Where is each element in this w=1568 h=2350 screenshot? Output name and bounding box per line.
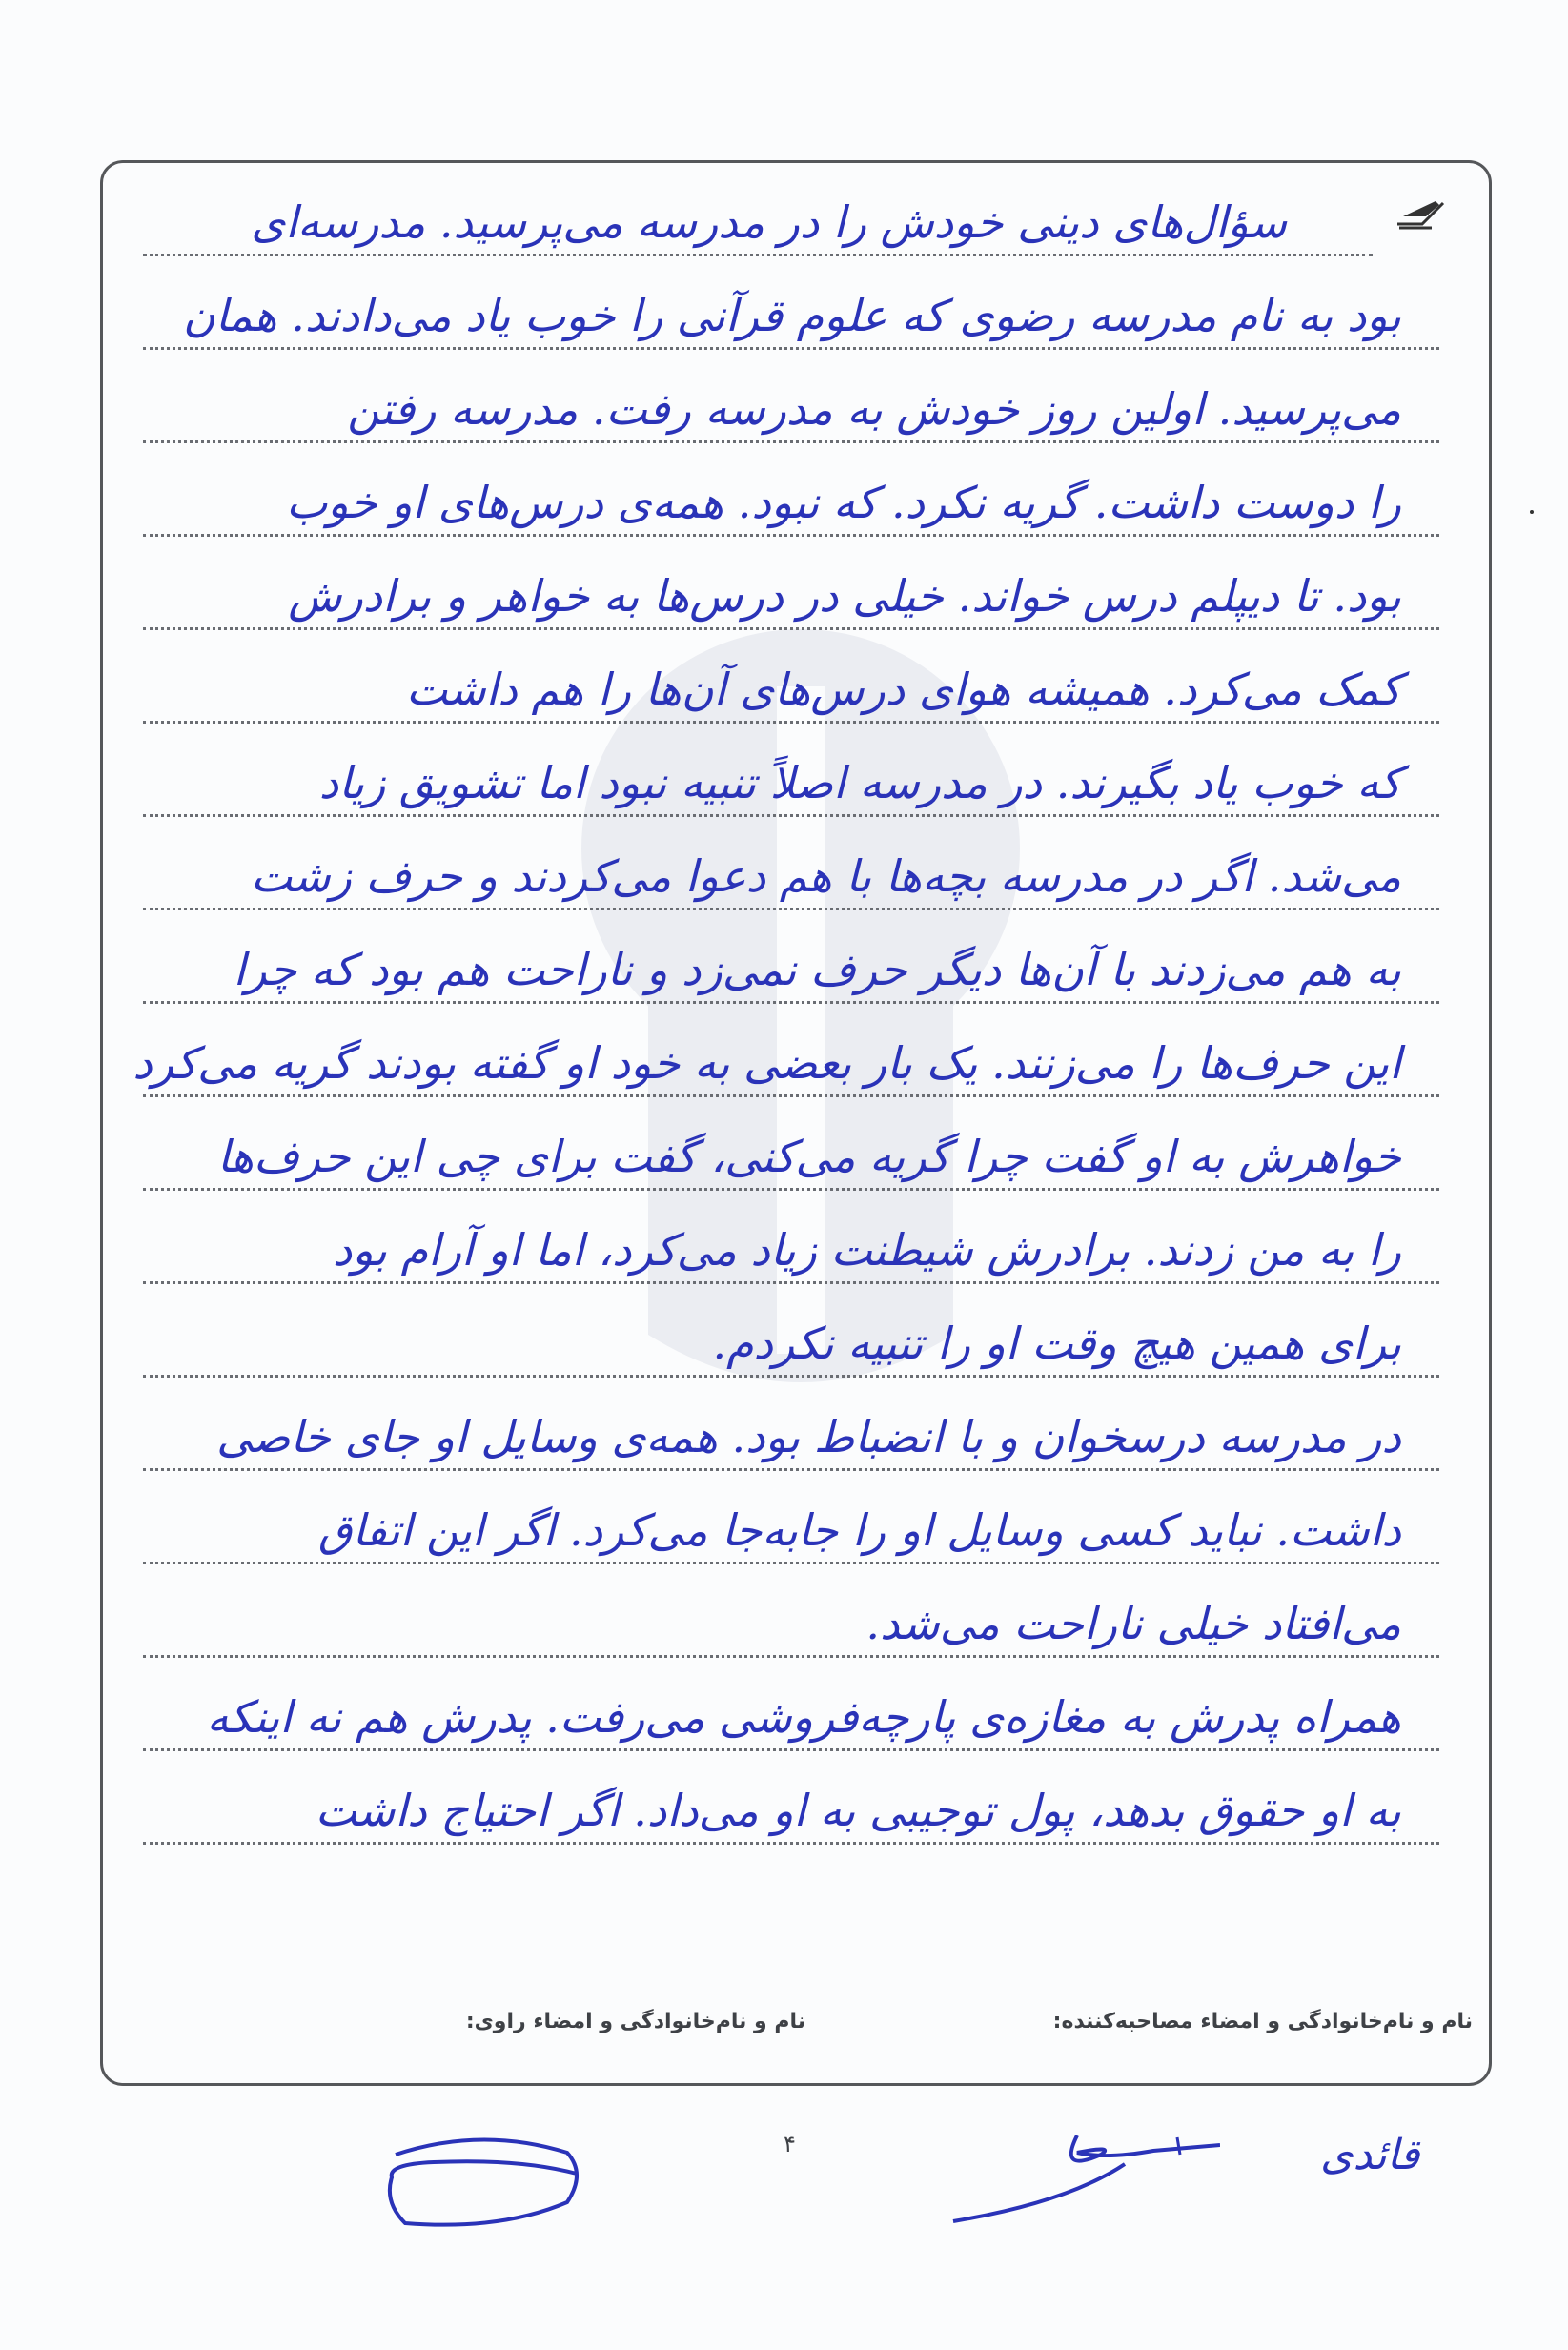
handwritten-line: کمک می‌کرد. همیشه هوای درس‌های آن‌ها را هم داشت [405,664,1401,715]
handwritten-line: بود به نام مدرسه رضوی که علوم قرآنی را خوب یاد می‌دادند. همان [182,290,1401,341]
ruled-line [143,553,1439,630]
handwritten-line: در مدرسه درسخوان و با انضباط بود. همه‌ی وسایل او جای خاصی [216,1411,1401,1462]
ruled-line [143,1114,1439,1191]
handwritten-line: می‌پرسید. اولین روز خودش به مدرسه رفت. مدرسه رفتن [347,383,1401,435]
handwritten-line: به هم می‌زدند با آن‌ها دیگر حرف نمی‌زد و ناراحت هم بود که چرا [233,944,1401,995]
handwritten-line: برای همین هیچ وقت او را تنبیه نکردم. [712,1318,1401,1369]
ruled-line [143,740,1439,817]
ruled-line [143,833,1439,910]
ruled-line [143,1581,1439,1658]
handwritten-line: این حرف‌ها را می‌زنند. یک بار بعضی به خود او گفته بودند گریه می‌کرد [132,1037,1401,1089]
interviewer-signature-icon [934,2116,1220,2231]
ruled-line [143,927,1439,1004]
handwritten-line: که خوب یاد بگیرند. در مدرسه اصلاً تنبیه نبود اما تشویق زیاد [318,757,1401,808]
ruled-line [143,1300,1439,1378]
ink-speck [1530,510,1534,514]
ruled-line [143,179,1373,256]
handwritten-line: داشت. نباید کسی وسایل او را جابه‌جا می‌کرد. اگر این اتفاق [317,1504,1401,1556]
ruled-line [143,646,1439,724]
page-number: ۴ [784,2131,796,2157]
ruled-line [143,273,1439,350]
signature-labels [133,2010,1473,2048]
ruled-line [143,1768,1439,1845]
handwritten-line: خواهرش به او گفت چرا گریه می‌کنی، گفت برای چی این حرف‌ها [216,1131,1401,1182]
handwritten-line: را دوست داشت. گریه نکرد. که نبود. همه‌ی درس‌های او خوب [286,477,1401,528]
handwritten-line: سؤال‌های دینی خودش را در مدرسه می‌پرسید. مدرسه‌ای [251,196,1287,248]
ruled-line [143,1487,1439,1564]
handwritten-line: می‌افتاد خیلی ناراحت می‌شد. [865,1598,1401,1649]
ruled-line [143,460,1439,537]
interviewer-label: نام و نام‌خانوادگی و امضاء مصاحبه‌کننده: [1052,2010,1473,2033]
handwritten-line: بود. تا دیپلم درس خواند. خیلی در درس‌ها به خواهر و برادرش [288,570,1401,622]
narrator-signature-icon [377,2135,596,2240]
handwritten-line: را به من زدند. برادرش شیطنت زیاد می‌کرد، اما او آرام بود [332,1224,1401,1276]
signature-name: قائدی [1320,2131,1420,2179]
ruled-line [143,1394,1439,1471]
ruled-line [132,1020,1439,1097]
handwritten-line: می‌شد. اگر در مدرسه بچه‌ها با هم دعوا می‌کردند و حرف زشت [250,850,1401,902]
handwritten-line: همراه پدرش به مغازه‌ی پارچه‌فروشی می‌رفت. پدرش هم نه اینکه [206,1691,1401,1743]
pen-note-icon [1394,195,1449,234]
ruled-line [143,1207,1439,1284]
ruled-line [143,1674,1439,1751]
handwritten-line: به او حقوق بدهد، پول توجیبی به او می‌داد. اگر احتیاج داشت [315,1785,1401,1836]
narrator-label: نام و نام‌خانوادگی و امضاء راوی: [465,2010,805,2033]
ruled-line [143,366,1439,443]
